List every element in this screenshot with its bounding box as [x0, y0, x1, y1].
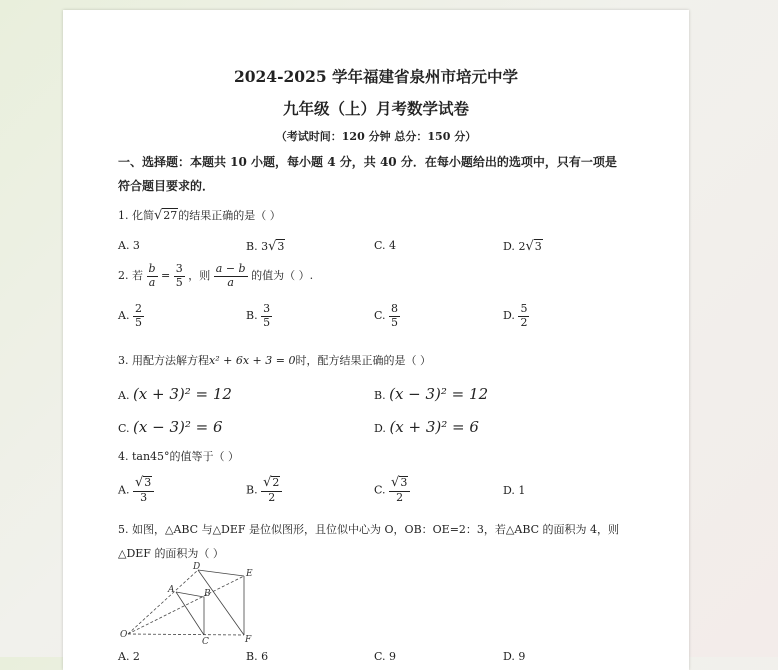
q5-option-d: D. 9 — [503, 650, 526, 663]
question-1-stem: 1. 化简√27的结果正确的是（ ） — [118, 208, 281, 223]
question-4-stem: 4. tan45°的值等于（ ） — [118, 450, 240, 463]
q2-option-d: D. $\frac{5}{2}$ — [503, 302, 528, 329]
section-heading-line2: 符合题目要求的． — [118, 179, 215, 193]
figure-label-b: B — [204, 589, 211, 599]
question-5-stem-line2: △DEF 的面积为（ ） — [118, 547, 224, 560]
q4-option-a: A. $\frac{√3}{3}$ — [118, 476, 154, 505]
section-heading-line1: 一、选择题：本题共 10 小题，每小题 4 分，共 40 分．在每小题给出的选项中，只有一项是 — [118, 155, 617, 169]
exam-subtitle: （考试时间：120 分钟 总分：150 分） — [275, 130, 477, 143]
q3-option-a: A. (x + 3)² = 12 — [118, 385, 232, 403]
figure-label-e: E — [246, 569, 253, 579]
figure-label-d: D — [193, 562, 201, 572]
exam-title-line2: 九年级（上）月考数学试卷 — [282, 99, 469, 118]
q1-option-b: B. 3√3 — [246, 239, 285, 254]
exam-title-line1: 2024-2025 学年福建省泉州市培元中学 — [233, 67, 519, 86]
figure-label-f: F — [245, 635, 252, 645]
question-5-stem-line1: 5. 如图，△ABC 与△DEF 是位似图形，且位似中心为 O，OB：OE=2：3，若△ABC 的面积为 4，则 — [118, 523, 620, 536]
q2-option-b: B. $\frac{3}{5}$ — [246, 302, 271, 329]
q4-option-b: B. $\frac{√2}{2}$ — [246, 476, 282, 505]
q3-option-c: C. (x − 3)² = 6 — [118, 418, 223, 436]
q3-option-d: D. (x + 3)² = 6 — [374, 418, 479, 436]
q2-option-a: A. $\frac{2}{5}$ — [118, 302, 142, 329]
q4-option-d: D. 1 — [503, 484, 526, 497]
figure-label-a: A — [168, 585, 175, 595]
q5-option-a: A. 2 — [118, 650, 140, 663]
q2-option-c: C. $\frac{8}{5}$ — [374, 302, 399, 329]
q1-option-c: C. 4 — [374, 239, 397, 252]
q1-option-a: A. 3 — [118, 239, 140, 252]
question-2-stem: 2. 若 $\frac{b}{a}$ = $\frac{3}{5}$ ，则 $\frac{a - b}{a}$ 的值为（ ）. — [118, 262, 314, 289]
homothety-figure — [118, 562, 268, 652]
figure-label-o: O — [120, 630, 128, 640]
question-3-stem: 3. 用配方法解方程x² + 6x + 3 = 0时，配方结果正确的是（ ） — [118, 354, 431, 367]
figure-label-c: C — [202, 637, 209, 647]
document-page — [63, 10, 689, 670]
q5-option-c: C. 9 — [374, 650, 397, 663]
q3-option-b: B. (x − 3)² = 12 — [374, 385, 489, 403]
q4-option-c: C. $\frac{√3}{2}$ — [374, 476, 410, 505]
q5-option-b: B. 6 — [246, 650, 269, 663]
q1-option-d: D. 2√3 — [503, 239, 542, 254]
